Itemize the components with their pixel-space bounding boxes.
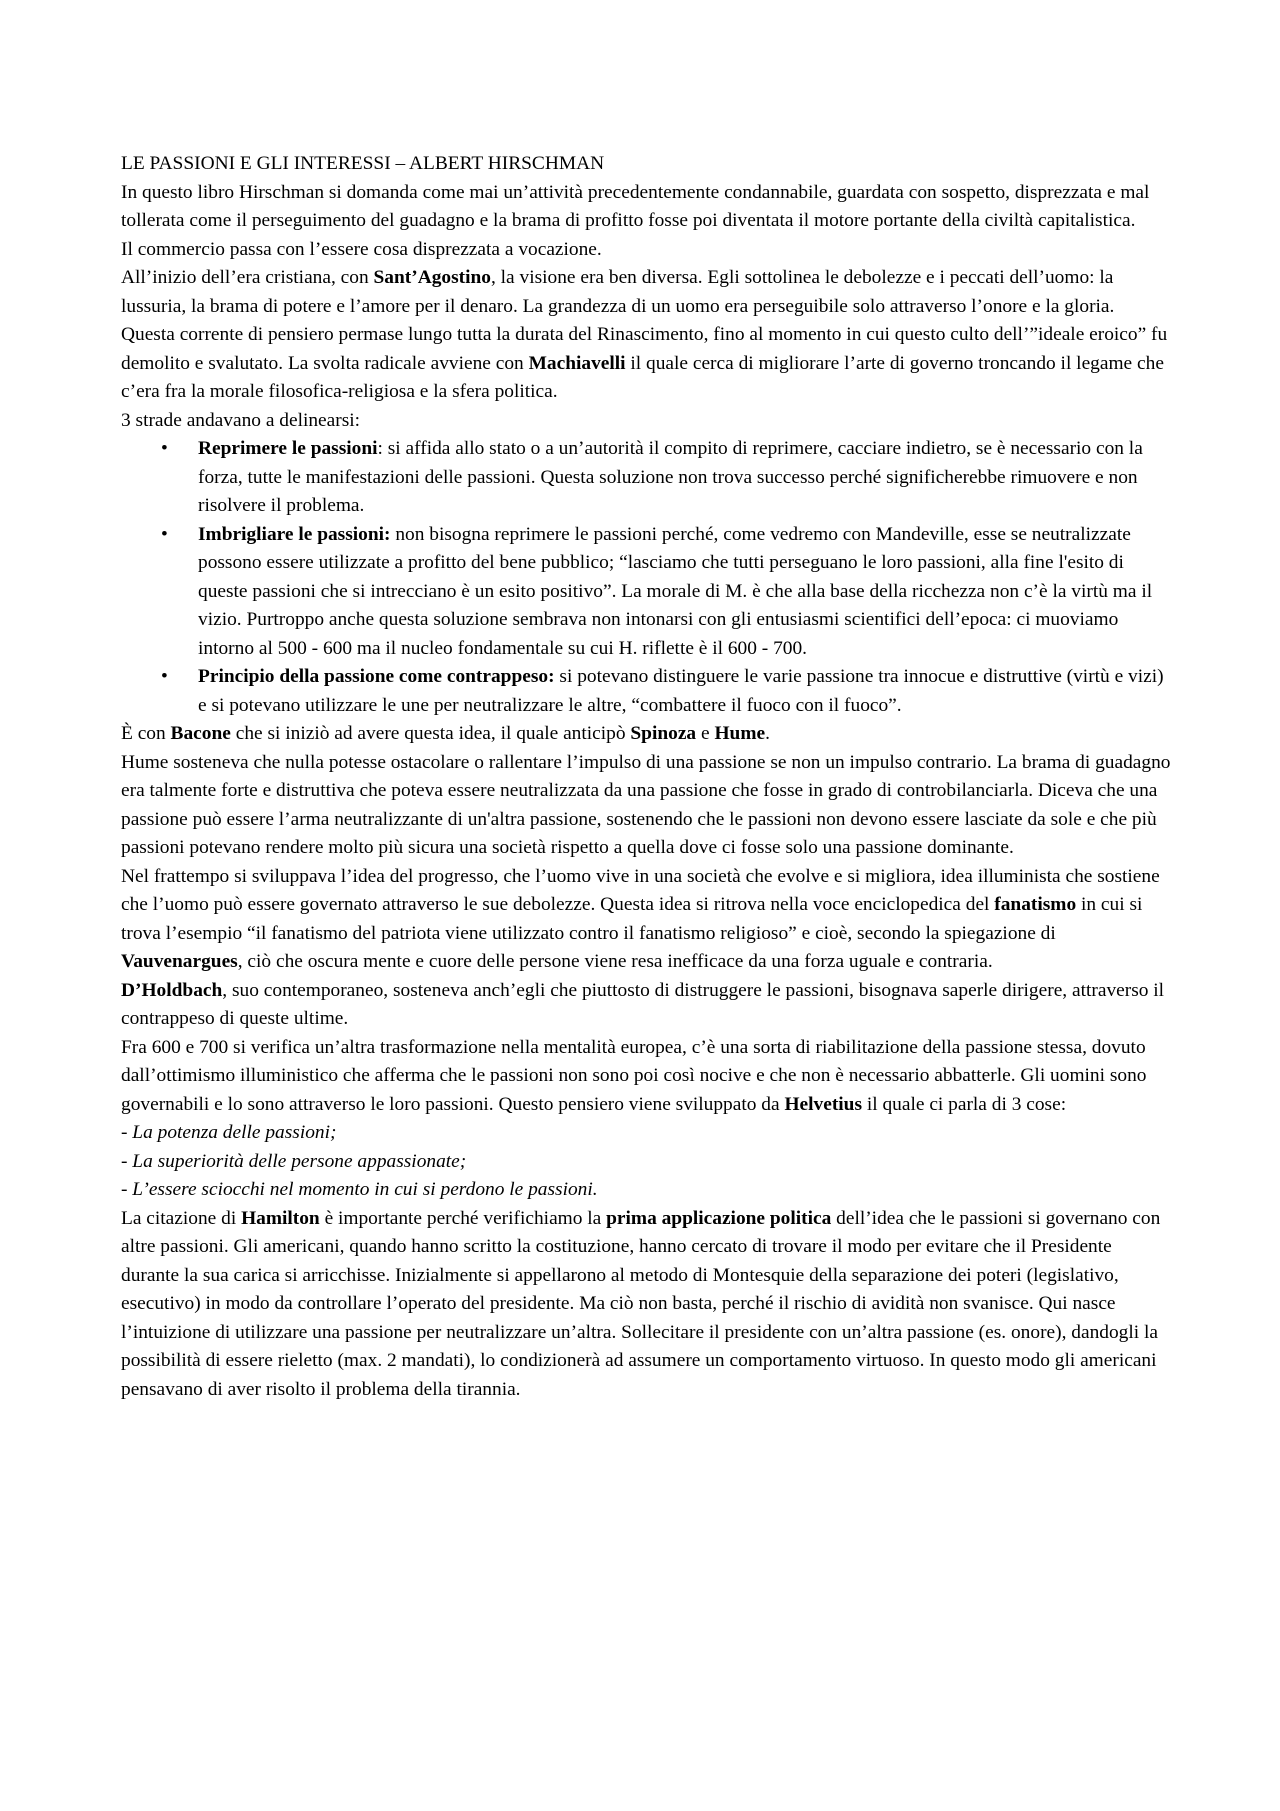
name-agostino: Sant’Agostino — [373, 267, 491, 288]
paragraph-agostino: All’inizio dell’era cristiana, con Sant’Agostino, la visione era ben diversa. Egli sottolinea le debolezze e i peccati dell’uomo: la lussuria, la brama di potere e l’amore per il denaro. La grandezza di un uomo era perseguibile solo attraverso l’onore e la gloria. Questa corrente di pensiero permase lungo tutta la durata del Rinascimento, fino al momento in cui questo culto dell’”ideale eroico” fu demolito e svalutato. La svolta radicale avviene con Machiavelli il quale cerca di migliorare l’arte di governo troncando il legame che c’era fra la morale filosofica-religiosa e la sfera politica. — [121, 267, 1168, 402]
list-item: • Reprimere le passioni: si affida allo stato o a un’autorità il compito di reprimere, cacciare indietro, se è necessario con la forza, tutte le manifestazioni delle passioni. Questa soluzione non trova successo perché significherebbe rimuovere e non risolvere il problema. — [121, 435, 1171, 521]
paragraph-intro: In questo libro Hirschman si domanda come mai un’attività precedentemente condannabile, guardata con sospetto, disprezzata e mal tollerata come il perseguimento del guadagno e la brama di profitto fosse poi diventata il motore portante della civiltà capitalistica. — [121, 181, 1150, 231]
paragraph-holdbach: D’Holdbach, suo contemporaneo, sosteneva anch’egli che piuttosto di distruggere le passioni, bisognava saperle dirigere, attraverso il contrappeso di queste ultime. — [121, 979, 1165, 1029]
name-machiavelli: Machiavelli — [528, 352, 626, 374]
list-item: - La superiorità delle persone appassionate; — [121, 1150, 467, 1172]
paragraph-commerce: Il commercio passa con l’essere cosa disprezzata a vocazione. — [121, 238, 602, 260]
paragraph-hamilton: La citazione di Hamilton è importante perché verifichiamo la prima applicazione politica dell’idea che le passioni si governano con altre passioni. Gli americani, quando hanno scritto la costituzione, hanno cercato di trovare il modo per evitare che il Presidente durante la sua carica si arricchisse. Inizialmente si appellarono al metodo di Montesquie della separazione dei poteri (legislativo, esecutivo) in modo da controllare l’operato del presidente. Ma ciò non basta, perché il rischio di avidità non svanisce. Qui nasce l’intuizione di utilizzare una passione per neutralizzare un’altra. Sollecitare il presidente con un’altra passione (es. onore), dandogli la possibilità di essere rieletto (max. 2 mandati), lo condizionerà ad assumere un comportamento virtuoso. In questo modo gli americani pensavano di aver risolto il problema della tirannia. — [121, 1207, 1161, 1400]
list-item: • Imbrigliare le passioni: non bisogna reprimere le passioni perché, come vedremo con Mandeville, esse se neutralizzate possono essere utilizzate a profitto del bene pubblico; “lasciamo che tutti perseguano le loro passioni, alla fine l'esito di queste passioni che si intrecciano è un esito positivo”. La morale di M. è che alla base della ricchezza non c’è la virtù ma il vizio. Purtroppo anche questa soluzione sembrava non intonarsi con gli entusiasmi scientifici dell’epoca: ci muoviamo intorno al 500 - 600 ma il nucleo fondamentale su cui H. riflette è il 600 - 700. — [121, 521, 1171, 664]
paragraph-progress: Nel frattempo si sviluppava l’idea del progresso, che l’uomo vive in una società che evolve e si migliora, idea illuminista che sostiene che l’uomo può essere governato attraverso le sue debolezze. Questa idea si ritrova nella voce enciclopedica del fanatismo in cui si trova l’esempio “il fanatismo del patriota viene utilizzato contro il fanatismo religioso” e cioè, secondo la spiegazione di Vauvenargues, ciò che oscura mente e cuore delle persone viene resa inefficace da una forza uguale e contraria. — [121, 865, 1160, 972]
bullet-list — [121, 435, 1171, 720]
paragraph-helvetius: Fra 600 e 700 si verifica un’altra trasformazione nella mentalità europea, c’è una sorta di riabilitazione della passione stessa, dovuto dall’ottimismo illuministico che afferma che le passioni non sono poi così nocive e che non è necessario abbatterle. Gli uomini sono governabili e lo sono attraverso le loro passioni. Questo pensiero viene sviluppato da Helvetius il quale ci parla di 3 cose: — [121, 1036, 1147, 1115]
list-item: - L’essere sciocchi nel momento in cui si perdono le passioni. — [121, 1179, 598, 1200]
document-title: LE PASSIONI E GLI INTERESSI – ALBERT HIRSCHMAN — [121, 153, 605, 174]
bullet-icon: • — [161, 438, 168, 459]
document-page — [121, 150, 1171, 1404]
paragraph-hume: Hume sosteneva che nulla potesse ostacolare o rallentare l’impulso di una passione se non un impulso contrario. La brama di guadagno era talmente forte e distruttiva che poteva essere neutralizzata da una passione che fosse in grado di controbilanciarla. Diceva che una passione può essere l’arma neutralizzante di un'altra passione, sostenendo che le passioni non devono essere lasciate da sole e che più passioni potevano rendere molto più sicura una società rispetto a quella dove ci fosse solo una passione dominante. — [121, 751, 1171, 858]
bullet-icon: • — [161, 666, 168, 687]
bullet-icon: • — [161, 523, 168, 545]
list-item: • Principio della passione come contrappeso: si potevano distinguere le varie passione tra innocue e distruttive (virtù e vizi) e si potevano utilizzare le une per neutralizzare le altre, “combattere il fuoco con il fuoco”. — [121, 663, 1171, 720]
list-item: - La potenza delle passioni; — [121, 1122, 337, 1143]
paragraph-three-roads: 3 strade andavano a delinearsi: — [121, 409, 361, 431]
paragraph-bacone: È con Bacone che si iniziò ad avere questa idea, il quale anticipò Spinoza e Hume. — [121, 723, 770, 744]
